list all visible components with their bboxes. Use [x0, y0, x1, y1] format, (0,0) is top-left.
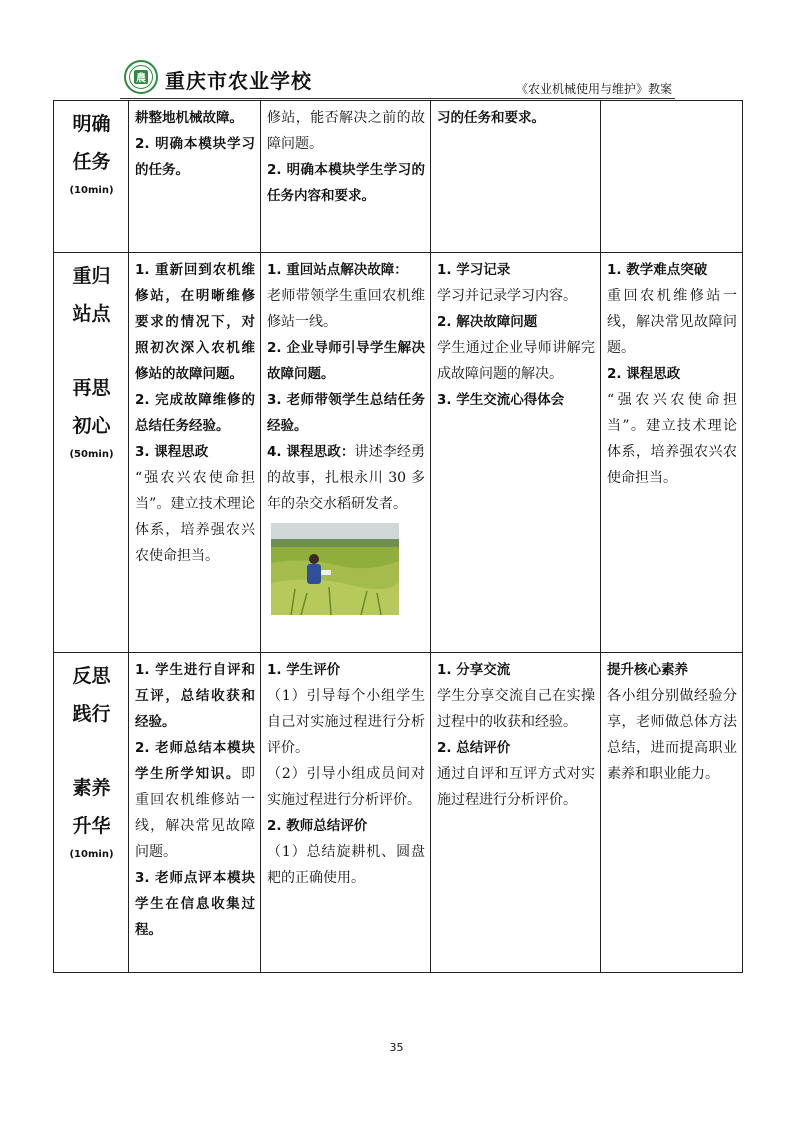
stage-cell [54, 101, 129, 253]
stage-cell [54, 653, 129, 973]
teacher-activity-cell [261, 653, 431, 973]
cell-paragraph: 2. 课程思政 [607, 366, 681, 382]
cell-paragraph: 学习并记录学习内容。 [437, 288, 577, 304]
page-header [120, 56, 675, 98]
cell-paragraph: 2. 明确本模块学生学习的任务内容和要求。 [267, 162, 425, 204]
cell-paragraph: 3. 老师点评本模块学生在信息收集过程。 [135, 870, 255, 938]
cell-paragraph: 提升核心素养 [607, 662, 688, 678]
cell-paragraph: 2. 总结评价 [437, 740, 511, 756]
cell-paragraph: 3. 老师带领学生总结任务经验。 [267, 392, 425, 434]
school-logo-icon [124, 60, 158, 94]
cell-paragraph: 1. 学习记录 [437, 262, 511, 278]
cell-paragraph: 2. 完成故障维修的总结任务经验。 [135, 392, 255, 434]
cell-paragraph: “强农兴农使命担当”。建立技术理论体系，培养强农兴农使命担当。 [607, 392, 737, 486]
header-divider [120, 98, 675, 99]
school-name: 重庆市农业学校 [165, 69, 312, 93]
teacher-activity-cell [261, 253, 431, 653]
cell-paragraph: 1. 重回站点解决故障： [267, 262, 408, 278]
cell-paragraph: 学生分享交流自己在实操过程中的收获和经验。 [437, 688, 595, 730]
stage-title: 明确 [72, 113, 111, 135]
cell-paragraph: 重回农机维修站一线，解决常见故障问题。 [607, 288, 737, 356]
cell-paragraph: 1. 学生进行自评和互评，总结收获和经验。 [135, 662, 255, 730]
table-row [54, 101, 743, 253]
cell-paragraph: 学生通过企业导师讲解完成故障问题的解决。 [437, 340, 595, 382]
stage-title: 站点 [72, 303, 111, 325]
stage-time: (10min) [69, 849, 114, 860]
teacher-activity-cell [261, 101, 431, 253]
design-intent-cell [601, 253, 743, 653]
cell-paragraph: 2. 企业导师引导学生解决故障问题。 [267, 340, 425, 382]
stage-title: 重归 [72, 265, 111, 287]
cell-paragraph: 修站，能否解决之前的故障问题。 [267, 110, 425, 152]
cell-paragraph: 习的任务和要求。 [437, 110, 545, 126]
design-intent-cell [601, 653, 743, 973]
cell-paragraph: 2. 老师总结本模块学生所学知识。即重回农机维修站一线，解决常见故障问题。 [135, 740, 255, 860]
stage-time: (10min) [69, 185, 114, 196]
svg-text:農: 農 [136, 73, 146, 85]
cell-paragraph: 通过自评和互评方式对实施过程进行分析评价。 [437, 766, 595, 808]
table-row [54, 253, 743, 653]
student-activity-cell [431, 653, 601, 973]
cell-paragraph: （1）总结旋耕机、圆盘耙的正确使用。 [267, 844, 425, 886]
cell-paragraph: 1. 重新回到农机维修站，在明晰维修要求的情况下，对照初次深入农机维修站的故障问题。 [135, 262, 255, 382]
student-activity-cell [431, 101, 601, 253]
stage-title: 任务 [72, 151, 111, 173]
teaching-content-cell [129, 653, 261, 973]
cell-paragraph: 2. 教师总结评价 [267, 818, 368, 834]
cell-paragraph: （1）引导每个小组学生自己对实施过程进行分析评价。 [267, 688, 425, 756]
cell-paragraph: 1. 教学难点突破 [607, 262, 708, 278]
stage-title: 再思 [72, 377, 111, 399]
cell-paragraph: 耕整地机械故障。 [135, 110, 243, 126]
stage-title: 初心 [72, 415, 111, 437]
cell-paragraph: “强农兴农使命担当”。建立技术理论体系，培养强农兴农使命担当。 [135, 470, 255, 564]
cell-paragraph: 2. 明确本模块学习的任务。 [135, 136, 255, 178]
lesson-plan-table [53, 100, 743, 973]
student-activity-cell [431, 253, 601, 653]
page-number: 35 [389, 1041, 404, 1054]
stage-title: 升华 [72, 815, 111, 837]
cell-paragraph: 1. 学生评价 [267, 662, 341, 678]
stage-title: 素养 [72, 777, 111, 799]
stage-cell [54, 253, 129, 653]
stage-title: 践行 [72, 703, 111, 725]
design-intent-cell [601, 101, 743, 253]
cell-paragraph: 各小组分别做经验分享，老师做总体方法总结，进而提高职业素养和职业能力。 [607, 688, 737, 782]
cell-paragraph: 3. 学生交流心得体会 [437, 392, 565, 408]
table-row [54, 653, 743, 973]
course-title: 《农业机械使用与维护》教案 [515, 82, 672, 96]
teaching-content-cell [129, 253, 261, 653]
cell-paragraph: 老师带领学生重回农机维修站一线。 [267, 288, 425, 330]
stage-title: 反思 [72, 665, 111, 687]
teaching-content-cell [129, 101, 261, 253]
rice-field-photo [271, 523, 399, 615]
stage-time: (50min) [69, 449, 114, 460]
cell-paragraph: 2. 解决故障问题 [437, 314, 538, 330]
cell-paragraph: 3. 课程思政 [135, 444, 209, 460]
cell-paragraph: （2）引导小组成员间对实施过程进行分析评价。 [267, 766, 425, 808]
cell-paragraph: 4. 课程思政：讲述李经勇的故事，扎根永川 30 多年的杂交水稻研发者。 [267, 444, 425, 512]
cell-paragraph: 1. 分享交流 [437, 662, 511, 678]
